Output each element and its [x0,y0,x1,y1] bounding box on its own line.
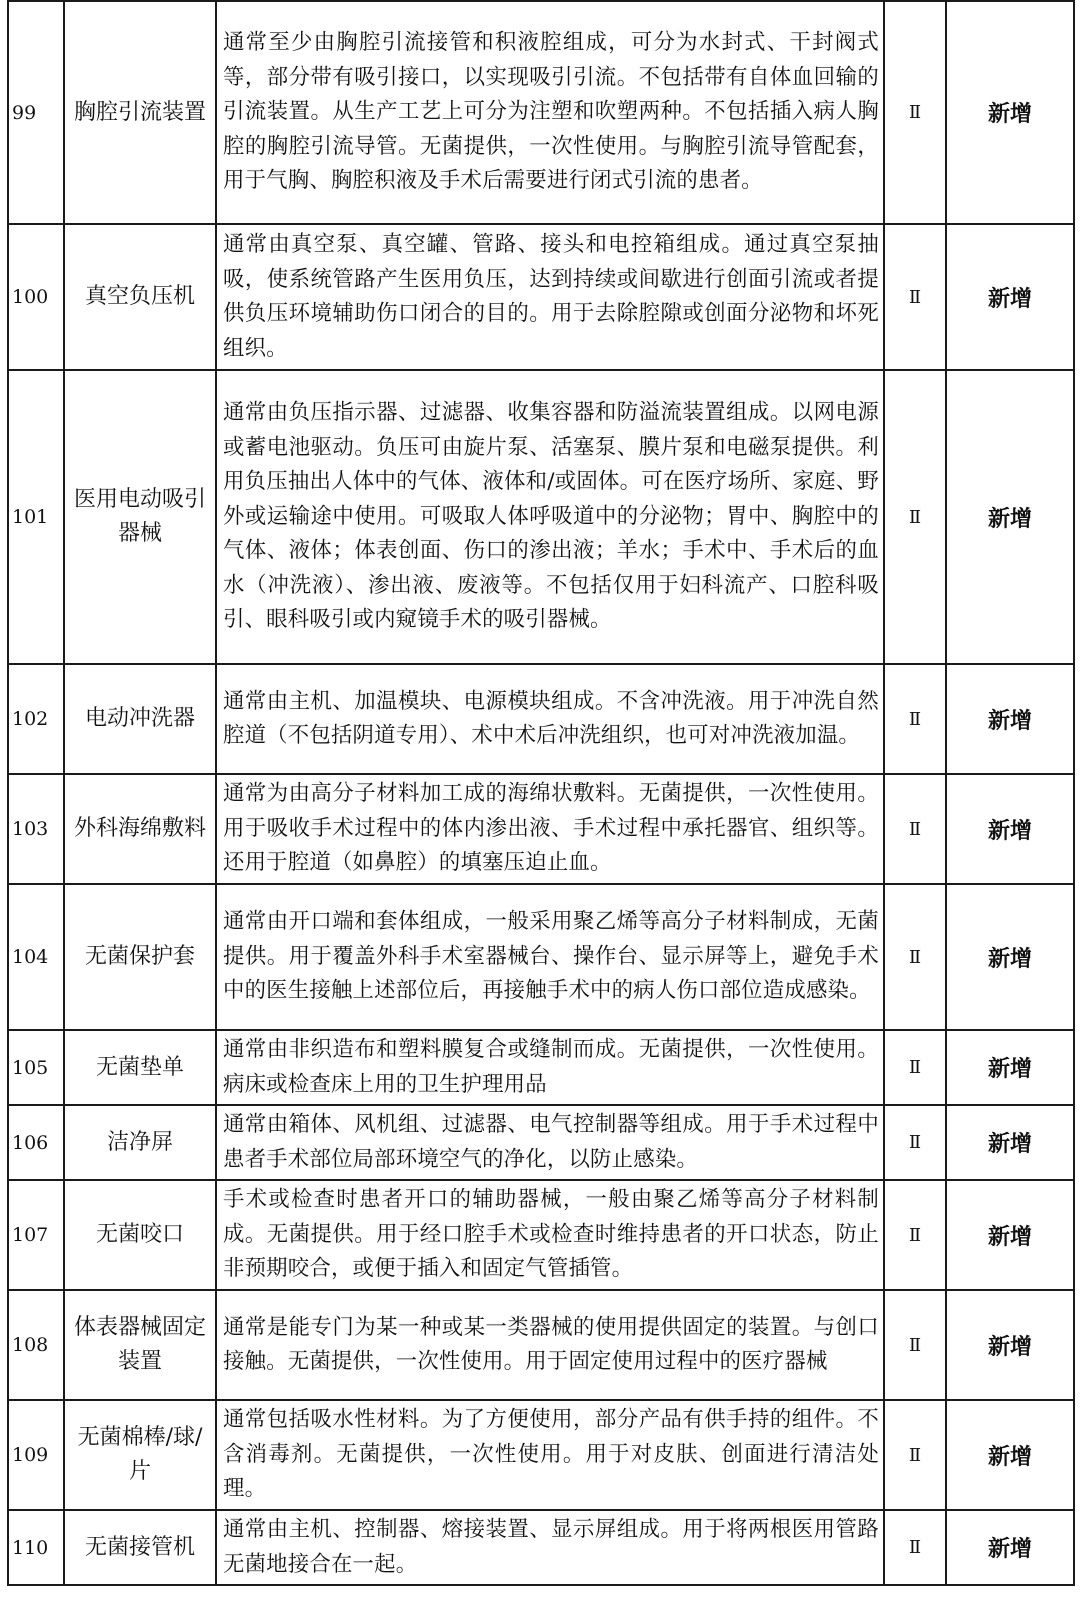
management-class: Ⅱ [884,1105,946,1180]
device-description: 通常由开口端和套体组成，一般采用聚乙烯等高分子材料制成，无菌提供。用于覆盖外科手术室器械台、操作台、显示屏等上，避免手术中的医生接触上述部位后，再接触手术中的病人伤口部位造成感染。 [216,884,884,1030]
row-number: 110 [8,1510,64,1585]
management-class: Ⅱ [884,1510,946,1585]
device-catalog-table [7,0,1075,1586]
device-name: 体表器械固定装置 [64,1290,216,1400]
management-class: Ⅱ [884,774,946,884]
device-description: 通常由非织造布和塑料膜复合或缝制而成。无菌提供，一次性使用。病床或检查床上用的卫生护理用品 [216,1030,884,1105]
status-note: 新增 [946,1400,1074,1510]
management-class: Ⅱ [884,664,946,774]
status-note: 新增 [946,1290,1074,1400]
row-number: 99 [8,1,64,224]
table-row [8,1290,1074,1400]
device-name: 外科海绵敷料 [64,774,216,884]
table-row [8,664,1074,774]
row-number: 108 [8,1290,64,1400]
device-name: 真空负压机 [64,224,216,370]
device-name: 医用电动吸引器械 [64,370,216,664]
table-row [8,370,1074,664]
device-name: 无菌棉棒/球/片 [64,1400,216,1510]
device-description: 通常由主机、控制器、熔接装置、显示屏组成。用于将两根医用管路无菌地接合在一起。 [216,1510,884,1585]
table-row [8,1105,1074,1180]
row-number: 104 [8,884,64,1030]
device-description: 通常为由高分子材料加工成的海绵状敷料。无菌提供，一次性使用。用于吸收手术过程中的体内渗出液、手术过程中承托器官、组织等。还用于腔道（如鼻腔）的填塞压迫止血。 [216,774,884,884]
management-class: Ⅱ [884,1290,946,1400]
device-name: 电动冲洗器 [64,664,216,774]
table-row [8,884,1074,1030]
device-name: 洁净屏 [64,1105,216,1180]
device-name: 无菌垫单 [64,1030,216,1105]
management-class: Ⅱ [884,224,946,370]
device-description: 手术或检查时患者开口的辅助器械，一般由聚乙烯等高分子材料制成。无菌提供。用于经口腔手术或检查时维持患者的开口状态，防止非预期咬合，或便于插入和固定气管插管。 [216,1180,884,1290]
table-row [8,1180,1074,1290]
row-number: 107 [8,1180,64,1290]
device-description: 通常包括吸水性材料。为了方便使用，部分产品有供手持的组件。不含消毒剂。无菌提供，一次性使用。用于对皮肤、创面进行清洁处理。 [216,1400,884,1510]
device-name: 无菌接管机 [64,1510,216,1585]
row-number: 106 [8,1105,64,1180]
table-row [8,224,1074,370]
status-note: 新增 [946,1180,1074,1290]
device-name: 胸腔引流装置 [64,1,216,224]
status-note: 新增 [946,664,1074,774]
status-note: 新增 [946,1,1074,224]
row-number: 105 [8,1030,64,1105]
table-row [8,1510,1074,1585]
row-number: 102 [8,664,64,774]
management-class: Ⅱ [884,1180,946,1290]
device-name: 无菌保护套 [64,884,216,1030]
management-class: Ⅱ [884,884,946,1030]
management-class: Ⅱ [884,370,946,664]
device-description: 通常是能专门为某一种或某一类器械的使用提供固定的装置。与创口接触。无菌提供，一次性使用。用于固定使用过程中的医疗器械 [216,1290,884,1400]
status-note: 新增 [946,224,1074,370]
row-number: 101 [8,370,64,664]
device-description: 通常由箱体、风机组、过滤器、电气控制器等组成。用于手术过程中患者手术部位局部环境空气的净化，以防止感染。 [216,1105,884,1180]
status-note: 新增 [946,884,1074,1030]
management-class: Ⅱ [884,1030,946,1105]
management-class: Ⅱ [884,1400,946,1510]
device-description: 通常由主机、加温模块、电源模块组成。不含冲洗液。用于冲洗自然腔道（不包括阴道专用）、术中术后冲洗组织，也可对冲洗液加温。 [216,664,884,774]
table-row [8,774,1074,884]
device-description: 通常至少由胸腔引流接管和积液腔组成，可分为水封式、干封阀式等，部分带有吸引接口，以实现吸引引流。不包括带有自体血回输的引流装置。从生产工艺上可分为注塑和吹塑两种。不包括插入病人胸腔的胸腔引流导管。无菌提供，一次性使用。与胸腔引流导管配套，用于气胸、胸腔积液及手术后需要进行闭式引流的患者。 [216,1,884,224]
status-note: 新增 [946,1105,1074,1180]
device-description: 通常由负压指示器、过滤器、收集容器和防溢流装置组成。以网电源或蓄电池驱动。负压可由旋片泵、活塞泵、膜片泵和电磁泵提供。利用负压抽出人体中的气体、液体和/或固体。可在医疗场所、家庭、野外或运输途中使用。可吸取人体呼吸道中的分泌物；胃中、胸腔中的气体、液体；体表创面、伤口的渗出液；羊水；手术中、手术后的血水（冲洗液）、渗出液、废液等。不包括仅用于妇科流产、口腔科吸引、眼科吸引或内窥镜手术的吸引器械。 [216,370,884,664]
table-row [8,1400,1074,1510]
table-row [8,1030,1074,1105]
status-note: 新增 [946,1030,1074,1105]
management-class: Ⅱ [884,1,946,224]
row-number: 103 [8,774,64,884]
status-note: 新增 [946,370,1074,664]
device-name: 无菌咬口 [64,1180,216,1290]
row-number: 109 [8,1400,64,1510]
row-number: 100 [8,224,64,370]
device-description: 通常由真空泵、真空罐、管路、接头和电控箱组成。通过真空泵抽吸，使系统管路产生医用负压，达到持续或间歇进行创面引流或者提供负压环境辅助伤口闭合的目的。用于去除腔隙或创面分泌物和坏死组织。 [216,224,884,370]
status-note: 新增 [946,1510,1074,1585]
table-row [8,1,1074,224]
status-note: 新增 [946,774,1074,884]
